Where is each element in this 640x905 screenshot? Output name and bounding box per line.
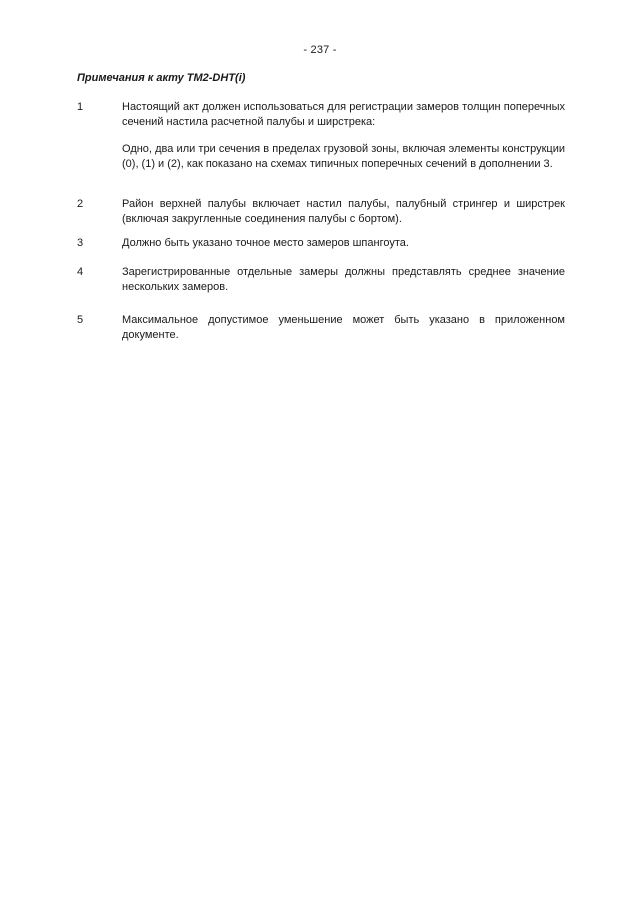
note-paragraph: Должно быть указано точное место замеров шпангоута. — [122, 237, 409, 249]
note-body — [122, 100, 565, 171]
note-item — [77, 197, 565, 226]
note-paragraph: Максимальное допустимое уменьшение может быть указано в приложенном документе. — [122, 314, 565, 341]
notes-title: Примечания к акту TM2-DHT(i) — [77, 72, 246, 84]
note-body — [122, 313, 565, 342]
note-body — [122, 197, 565, 226]
note-body — [122, 236, 565, 251]
note-paragraph: Одно, два или три сечения в пределах грузовой зоны, включая элементы конструкции (0), (1) и (2), как показано на схемах типичных поперечных сечений в дополнении 3. — [122, 143, 565, 170]
note-paragraph: Зарегистрированные отдельные замеры должны представлять среднее значение нескольких замеров. — [122, 266, 565, 293]
page-number: - 237 - — [303, 44, 337, 56]
note-number: 2 — [77, 198, 84, 210]
note-item — [77, 313, 565, 342]
note-body — [122, 265, 565, 294]
note-number: 1 — [77, 101, 84, 113]
note-item — [77, 236, 565, 251]
note-number: 4 — [77, 266, 84, 278]
note-paragraph: Настоящий акт должен использоваться для регистрации замеров толщин поперечных сечений настила расчетной палубы и ширстрека: — [122, 101, 565, 128]
note-item — [77, 100, 565, 171]
note-number: 3 — [77, 237, 84, 249]
note-number: 5 — [77, 314, 84, 326]
note-paragraph: Район верхней палубы включает настил палубы, палубный стрингер и ширстрек (включая закругленные соединения палубы с бортом). — [122, 198, 565, 225]
note-item — [77, 265, 565, 294]
